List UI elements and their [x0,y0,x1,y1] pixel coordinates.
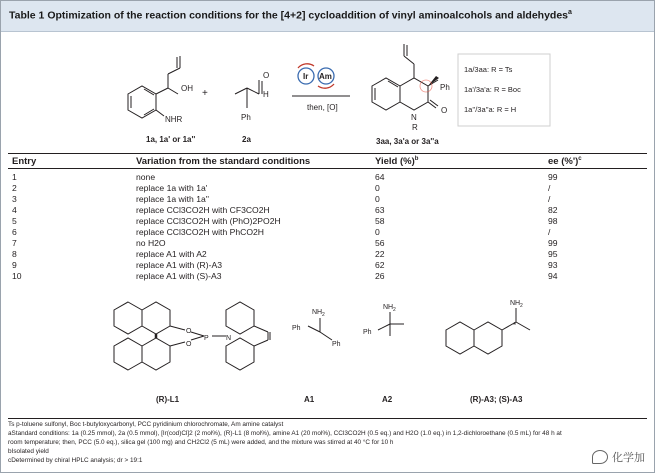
svg-text:N: N [226,335,232,342]
product-label: 3aa, 3a'a or 3a''a [376,137,439,146]
footnote-abbrev: Ts p-toluene sulfonyl, Boc t-butyloxycarbonyl, PCC pyridinium chlorochromate, Am amine catalyst [8,421,284,428]
svg-text:NH: NH [312,309,323,316]
table-row: 8 replace A1 with A2 22 95 [12,249,558,259]
svg-text:2: 2 [520,303,523,309]
svg-text:NH: NH [383,304,394,311]
svg-text:Ph: Ph [241,113,251,122]
table-row: 3 replace 1a with 1a'' 0 / [12,194,551,204]
substituent-ts: 1a/3aa: R = Ts [464,65,513,74]
footnote-a: aStandard conditions: 1a (0.25 mmol), 2a (0.5 mmol), [Ir(cod)Cl]2 (2 mol%), (R)-L1 (8 mol%), amine A1 (20 mol%), CCl3CO2H (0.5 eq.) and H2O (1.0 eq.) in 1,2-dichloroethane (0.5 mL) for 48 h at [8,430,562,437]
svg-text:O: O [441,106,448,115]
catalyst-structures [0,296,655,418]
ligand-l1-label: (R)-L1 [156,395,180,404]
footnote-c: cDetermined by chiral HPLC analysis; dr > 19:1 [8,457,143,464]
svg-text:O: O [186,328,192,335]
svg-text:N: N [411,113,417,122]
wechat-icon [592,450,608,464]
watermark-text: 化学加 [612,452,645,464]
svg-text:Ph: Ph [363,329,372,336]
table-row: 7 no H2O 56 99 [12,238,558,248]
svg-text:O: O [186,341,192,348]
svg-text:+: + [202,88,208,99]
reaction-scheme [0,32,655,156]
table-bottom-rule [8,418,647,419]
header-variation: Variation from the standard conditions [136,156,311,167]
table-row: 6 replace CCl3CO2H with PhCO2H 0 / [12,227,551,237]
amine-a3-label: (R)-A3; (S)-A3 [470,395,523,404]
svg-text:OH: OH [181,84,193,93]
header-yield: Yield (%)$^b$ [375,156,419,168]
svg-text:2: 2 [322,312,325,318]
header-rule [8,168,647,169]
catalyst-am-label: Am [319,72,332,81]
header-ee: ee (%')$^c$ [548,156,582,168]
svg-text:NH: NH [510,300,521,307]
table-row: 2 replace 1a with 1a' 0 / [12,183,551,193]
conditions-label: then, [O] [307,103,338,112]
footnote-b: bIsolated yield [8,448,49,455]
svg-text:O: O [263,71,270,80]
table-row: 1 none 64 99 [12,172,558,182]
svg-text:2: 2 [393,307,396,313]
table-row: 4 replace CCl3CO2H with CF3CO2H 63 82 [12,205,558,215]
svg-text:*: * [513,321,517,330]
catalyst-ir-label: Ir [303,72,309,81]
header-entry: Entry [12,156,37,167]
svg-text:R: R [412,123,418,132]
table-row: 5 replace CCl3CO2H with (PhO)2PO2H 58 98 [12,216,558,226]
amine-a2-label: A2 [382,395,393,404]
svg-text:Ph: Ph [332,341,341,348]
substituent-boc: 1a'/3a'a: R = Boc [464,85,521,94]
svg-text:NHR: NHR [165,115,183,124]
svg-text:Ph: Ph [292,325,301,332]
table-top-rule [8,153,647,154]
svg-text:Ph: Ph [440,83,450,92]
substituent-h: 1a''/3a''a: R = H [464,105,517,114]
table-row: 9 replace A1 with (R)-A3 62 93 [12,260,558,270]
table-row: 10 replace A1 with (S)-A3 26 94 [12,271,558,281]
amine-a1-label: A1 [304,395,315,404]
reactant2-label: 2a [242,135,251,144]
reactant1-label: 1a, 1a' or 1a'' [146,135,196,144]
title-bar [1,1,654,32]
table-title: Table 1 Optimization of the reaction conditions for the [4+2] cycloaddition of vinyl aminoalcohols and aldehydes$^a$ [9,9,572,22]
footnote-a-cont: room temperature; then, PCC (5.0 eq.), silica gel (100 mg) and CH2Cl2 (5 mL) were added, and the mixture was stirred at 40 °C for 10 h [8,439,394,446]
svg-text:P: P [204,335,209,342]
watermark [592,449,645,465]
benzene-ring-1 [128,86,156,118]
svg-text:H: H [263,90,269,99]
